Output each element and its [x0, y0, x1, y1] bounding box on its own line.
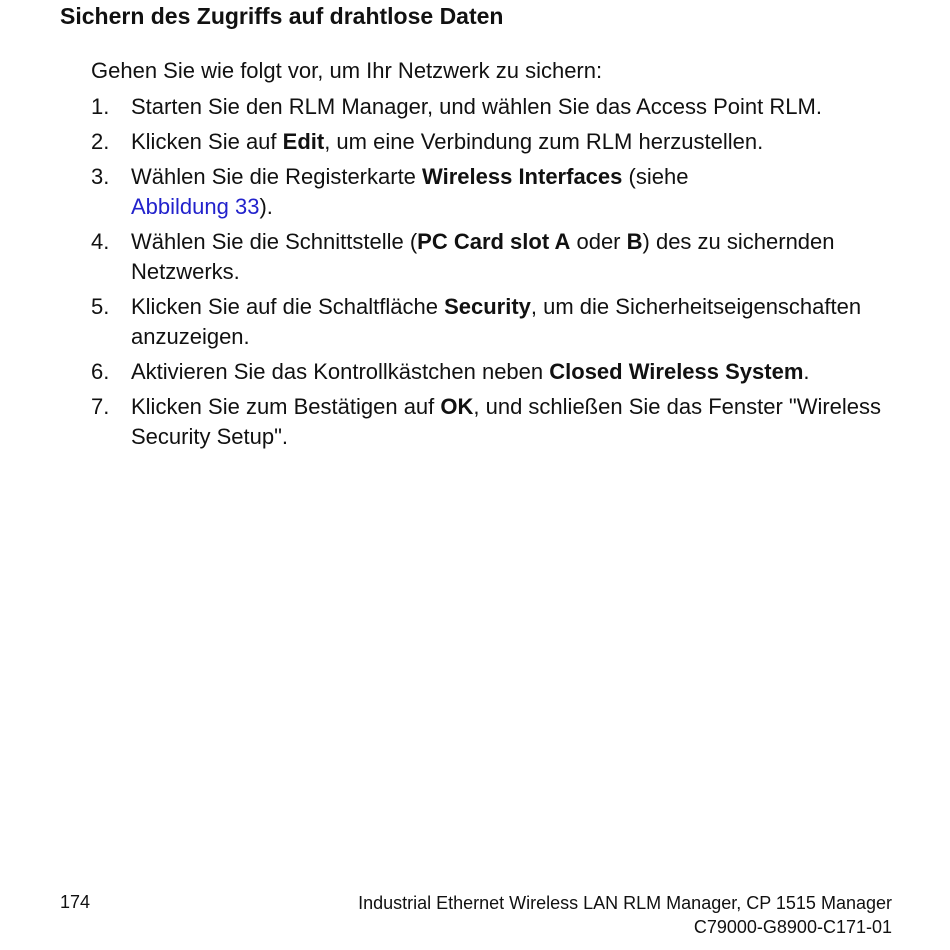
step-text: (siehe — [622, 164, 689, 189]
page-number: 174 — [60, 892, 91, 912]
step-7 — [91, 392, 911, 452]
step-1 — [91, 92, 911, 122]
footer-doc-id: C79000-G8900-C171-01 — [693, 917, 892, 937]
step-text: Klicken Sie auf die Schaltfläche — [131, 294, 445, 319]
step-number: 4. — [91, 229, 110, 254]
step-text: , um die Sicherheitseigenschaften anzuzeigen. — [131, 294, 862, 349]
step-3 — [91, 162, 911, 222]
step-text: , um eine Verbindung zum RLM herzustellen. — [324, 129, 764, 154]
footer-title: Industrial Ethernet Wireless LAN RLM Manager, CP 1515 Manager — [358, 893, 892, 913]
step-number: 6. — [91, 359, 110, 384]
step-number: 7. — [91, 394, 110, 419]
step-number: 1. — [91, 94, 110, 119]
step-text: . — [803, 359, 810, 384]
step-text: Aktivieren Sie das Kontrollkästchen neben — [131, 359, 550, 384]
step-number: 2. — [91, 129, 110, 154]
ui-term-pc-card-slot-a: PC Card slot A — [417, 229, 571, 254]
ui-term-b: B — [626, 229, 643, 254]
step-text: Wählen Sie die Schnittstelle ( — [131, 229, 418, 254]
step-number: 5. — [91, 294, 110, 319]
ui-term-edit: Edit — [282, 129, 325, 154]
intro-text: Gehen Sie wie folgt vor, um Ihr Netzwerk zu sichern: — [91, 58, 603, 83]
step-text: Klicken Sie zum Bestätigen auf — [131, 394, 441, 419]
step-text: oder — [570, 229, 627, 254]
ui-term-wireless-interfaces: Wireless Interfaces — [422, 164, 623, 189]
step-6 — [91, 357, 911, 387]
page-footer — [358, 891, 892, 939]
step-text: Wählen Sie die Registerkarte — [131, 164, 423, 189]
step-text: Starten Sie den RLM Manager, und wählen Sie das Access Point RLM. — [131, 94, 822, 119]
step-2 — [91, 127, 911, 157]
step-4 — [91, 227, 911, 287]
ui-term-ok: OK — [440, 394, 474, 419]
step-list — [91, 92, 911, 457]
ui-term-closed-wireless-system: Closed Wireless System — [549, 359, 804, 384]
step-text: ) des zu sichernden Netzwerks. — [131, 229, 835, 284]
step-text: Klicken Sie auf — [131, 129, 283, 154]
step-number: 3. — [91, 164, 110, 189]
step-text: , und schließen Sie das Fenster "Wireless Security Setup". — [131, 394, 882, 449]
step-5 — [91, 292, 911, 352]
figure-link[interactable]: Abbildung 33 — [131, 194, 260, 219]
section-heading: Sichern des Zugriffs auf drahtlose Daten — [60, 3, 504, 29]
ui-term-security: Security — [444, 294, 531, 319]
step-text: ). — [259, 194, 273, 219]
